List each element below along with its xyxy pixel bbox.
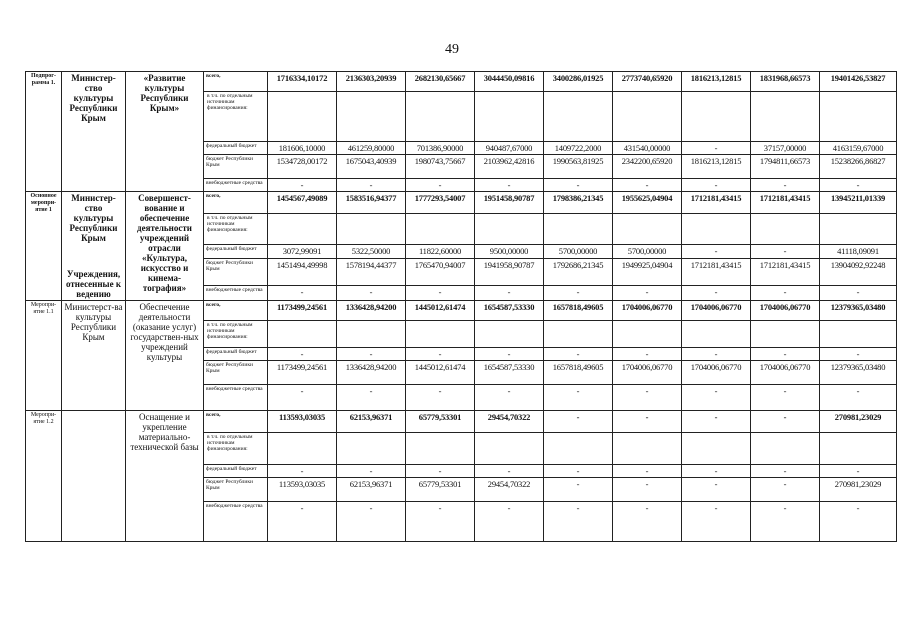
amount-cell: - — [682, 385, 751, 411]
amount-cell: - — [820, 385, 897, 411]
amount-cell: - — [820, 286, 897, 301]
amount-cell: 2136303,20939 — [337, 72, 406, 92]
amount-cell: - — [268, 502, 337, 542]
executor-cell — [62, 301, 126, 411]
amount-cell: - — [751, 179, 820, 192]
empty-cell — [406, 321, 475, 348]
amount-cell: - — [544, 502, 613, 542]
amount-cell: - — [475, 348, 544, 361]
empty-cell — [337, 92, 406, 142]
amount-cell: 181606,10000 — [268, 142, 337, 155]
amount-cell: 1794811,66573 — [751, 155, 820, 179]
amount-cell: 1173499,24561 — [268, 361, 337, 385]
amount-cell: 62153,96371 — [337, 411, 406, 433]
amount-cell: 37157,00000 — [751, 142, 820, 155]
amount-cell: 1941958,90787 — [475, 259, 544, 286]
amount-cell: - — [613, 478, 682, 502]
empty-cell — [682, 92, 751, 142]
empty-cell — [682, 433, 751, 465]
executor-cell — [62, 411, 126, 542]
amount-cell: - — [820, 179, 897, 192]
amount-cell: 1704006,06770 — [682, 301, 751, 321]
empty-cell — [820, 433, 897, 465]
amount-cell: 13945211,01339 — [820, 192, 897, 214]
funding-source-label: всего, — [204, 72, 268, 92]
amount-cell: - — [544, 465, 613, 478]
funding-source-label: внебюджетные средства — [204, 502, 268, 542]
amount-cell: 1798386,21345 — [544, 192, 613, 214]
amount-cell: 1657818,49605 — [544, 361, 613, 385]
amount-cell: - — [268, 385, 337, 411]
amount-cell: 1990563,81925 — [544, 155, 613, 179]
amount-cell: 19401426,53827 — [820, 72, 897, 92]
amount-cell: - — [682, 465, 751, 478]
amount-cell: 1534728,00172 — [268, 155, 337, 179]
empty-cell — [337, 214, 406, 244]
empty-cell — [544, 214, 613, 244]
program-name: Обеспечение деятельности (оказание услуг) государствен-ных учреждений культуры — [126, 301, 204, 411]
empty-cell — [544, 321, 613, 348]
amount-cell: 1445012,61474 — [406, 301, 475, 321]
amount-cell: 1712181,43415 — [751, 259, 820, 286]
amount-cell: - — [475, 179, 544, 192]
page-number: 49 — [445, 42, 459, 57]
funding-source-label: всего, — [204, 192, 268, 214]
amount-cell: 62153,96371 — [337, 478, 406, 502]
funding-source-label: федеральный бюджет — [204, 348, 268, 361]
section-code: Основное меропри-ятие 1 — [26, 192, 62, 301]
amount-cell: 3072,99091 — [268, 244, 337, 259]
funding-source-label: в т.ч. по отдельным источникам финансирования: — [204, 321, 268, 348]
budget-table — [25, 71, 897, 542]
amount-cell: 1792686,21345 — [544, 259, 613, 286]
amount-cell: - — [475, 286, 544, 301]
amount-cell: 1712181,43415 — [682, 192, 751, 214]
amount-cell: - — [751, 502, 820, 542]
amount-cell: 1654587,53330 — [475, 301, 544, 321]
program-name: Совершенст-вование и обеспечение деятельности учреждений отрасли «Культура, искусство и кинема-тография» — [126, 192, 204, 301]
funding-source-label: внебюджетные средства — [204, 286, 268, 301]
empty-cell — [751, 214, 820, 244]
section-row — [26, 192, 897, 214]
amount-cell: 1409722,2000 — [544, 142, 613, 155]
amount-cell: - — [544, 478, 613, 502]
amount-cell: - — [544, 348, 613, 361]
empty-cell — [406, 214, 475, 244]
empty-cell — [682, 321, 751, 348]
amount-cell: 65779,53301 — [406, 478, 475, 502]
program-name: «Развитие культуры Республики Крым» — [126, 72, 204, 192]
empty-cell — [544, 433, 613, 465]
amount-cell: - — [682, 244, 751, 259]
section-code: Меропри-ятие 1.1 — [26, 301, 62, 411]
amount-cell: 1955625,04904 — [613, 192, 682, 214]
amount-cell: - — [820, 465, 897, 478]
amount-cell: 1704006,06770 — [682, 361, 751, 385]
amount-cell: 29454,70322 — [475, 411, 544, 433]
amount-cell: 1704006,06770 — [751, 301, 820, 321]
amount-cell: - — [544, 385, 613, 411]
empty-cell — [613, 214, 682, 244]
amount-cell: 29454,70322 — [475, 478, 544, 502]
empty-cell — [337, 321, 406, 348]
amount-cell: 1831968,66573 — [751, 72, 820, 92]
amount-cell: 13904092,92248 — [820, 259, 897, 286]
amount-cell: - — [406, 286, 475, 301]
empty-cell — [544, 92, 613, 142]
amount-cell: - — [682, 411, 751, 433]
amount-cell: - — [682, 478, 751, 502]
amount-cell: - — [682, 348, 751, 361]
amount-cell: 1716334,10172 — [268, 72, 337, 92]
funding-source-label: в т.ч. по отдельным источникам финансирования: — [204, 92, 268, 142]
amount-cell: 1816213,12815 — [682, 155, 751, 179]
section-code: Подпрог-рамма 1. — [26, 72, 62, 192]
empty-cell — [268, 92, 337, 142]
amount-cell: 11822,60000 — [406, 244, 475, 259]
empty-cell — [268, 321, 337, 348]
amount-cell: 1336428,94200 — [337, 361, 406, 385]
amount-cell: - — [268, 465, 337, 478]
section-code: Меропри-ятие 1.2 — [26, 411, 62, 542]
amount-cell: 5700,00000 — [544, 244, 613, 259]
amount-cell: 5700,00000 — [613, 244, 682, 259]
empty-cell — [613, 433, 682, 465]
amount-cell: - — [613, 348, 682, 361]
funding-source-label: бюджет Республики Крым — [204, 155, 268, 179]
funding-source-label: бюджет Республики Крым — [204, 259, 268, 286]
amount-cell: - — [544, 179, 613, 192]
amount-cell: - — [613, 411, 682, 433]
amount-cell: - — [751, 465, 820, 478]
amount-cell: - — [682, 179, 751, 192]
amount-cell: 1712181,43415 — [751, 192, 820, 214]
amount-cell: - — [751, 348, 820, 361]
amount-cell: 431540,00000 — [613, 142, 682, 155]
executor-cell — [62, 72, 126, 192]
executor-extra: Учреждения, отнесенные к ведению — [65, 269, 122, 299]
empty-cell — [337, 433, 406, 465]
section-row — [26, 301, 897, 321]
amount-cell: 1578194,44377 — [337, 259, 406, 286]
empty-cell — [751, 92, 820, 142]
amount-cell: 2773740,65920 — [613, 72, 682, 92]
section-row — [26, 72, 897, 92]
empty-cell — [820, 321, 897, 348]
amount-cell: 2682130,65667 — [406, 72, 475, 92]
funding-source-label: федеральный бюджет — [204, 142, 268, 155]
amount-cell: 461259,80000 — [337, 142, 406, 155]
executor-name: Министер-ство культуры Республики Крым — [69, 193, 118, 243]
amount-cell: 270981,23029 — [820, 478, 897, 502]
amount-cell: 41118,09091 — [820, 244, 897, 259]
amount-cell: 1704006,06770 — [613, 361, 682, 385]
amount-cell: - — [406, 179, 475, 192]
amount-cell: 9500,00000 — [475, 244, 544, 259]
amount-cell: - — [751, 411, 820, 433]
amount-cell: - — [751, 478, 820, 502]
amount-cell: 1704006,06770 — [751, 361, 820, 385]
empty-cell — [613, 321, 682, 348]
amount-cell: 2342200,65920 — [613, 155, 682, 179]
amount-cell: - — [406, 465, 475, 478]
empty-cell — [613, 92, 682, 142]
amount-cell: - — [820, 348, 897, 361]
amount-cell: 1654587,53330 — [475, 361, 544, 385]
amount-cell: 1336428,94200 — [337, 301, 406, 321]
amount-cell: 1712181,43415 — [682, 259, 751, 286]
executor-name: Министер-ство культуры Республики Крым — [69, 73, 118, 123]
amount-cell: 701386,90000 — [406, 142, 475, 155]
amount-cell: - — [406, 502, 475, 542]
amount-cell: - — [475, 385, 544, 411]
amount-cell: - — [406, 385, 475, 411]
amount-cell: 65779,53301 — [406, 411, 475, 433]
section-row — [26, 411, 897, 433]
amount-cell: - — [682, 142, 751, 155]
amount-cell: 5322,50000 — [337, 244, 406, 259]
amount-cell: 1583516,94377 — [337, 192, 406, 214]
amount-cell: - — [613, 465, 682, 478]
amount-cell: 1451494,49998 — [268, 259, 337, 286]
empty-cell — [268, 433, 337, 465]
amount-cell: 1951458,90787 — [475, 192, 544, 214]
amount-cell: - — [337, 179, 406, 192]
amount-cell: 2103962,42816 — [475, 155, 544, 179]
amount-cell: 1949925,04904 — [613, 259, 682, 286]
funding-source-label: бюджет Республики Крым — [204, 361, 268, 385]
amount-cell: - — [751, 286, 820, 301]
funding-source-label: внебюджетные средства — [204, 385, 268, 411]
amount-cell: 1704006,06770 — [613, 301, 682, 321]
funding-source-label: бюджет Республики Крым — [204, 478, 268, 502]
amount-cell: - — [751, 244, 820, 259]
amount-cell: 1445012,61474 — [406, 361, 475, 385]
empty-cell — [406, 92, 475, 142]
amount-cell: 113593,03035 — [268, 411, 337, 433]
amount-cell: 1675043,40939 — [337, 155, 406, 179]
funding-source-label: всего, — [204, 411, 268, 433]
program-name: Оснащение и укрепление материально-технической базы — [126, 411, 204, 542]
empty-cell — [820, 92, 897, 142]
empty-cell — [475, 214, 544, 244]
amount-cell: 1173499,24561 — [268, 301, 337, 321]
amount-cell: 15238266,86827 — [820, 155, 897, 179]
empty-cell — [475, 92, 544, 142]
amount-cell: 1777293,54007 — [406, 192, 475, 214]
amount-cell: - — [682, 286, 751, 301]
empty-cell — [820, 214, 897, 244]
amount-cell: 270981,23029 — [820, 411, 897, 433]
funding-source-label: в т.ч. по отдельным источникам финансирования: — [204, 433, 268, 465]
amount-cell: - — [751, 385, 820, 411]
funding-source-label: всего, — [204, 301, 268, 321]
funding-source-label: в т.ч. по отдельным источникам финансирования: — [204, 214, 268, 244]
amount-cell: - — [613, 502, 682, 542]
amount-cell: 1765470,94007 — [406, 259, 475, 286]
funding-source-label: федеральный бюджет — [204, 244, 268, 259]
amount-cell: - — [475, 465, 544, 478]
amount-cell: - — [613, 385, 682, 411]
amount-cell: - — [337, 286, 406, 301]
amount-cell: - — [613, 179, 682, 192]
amount-cell: 1657818,49605 — [544, 301, 613, 321]
amount-cell: 4163159,67000 — [820, 142, 897, 155]
amount-cell: - — [613, 286, 682, 301]
amount-cell: - — [682, 502, 751, 542]
amount-cell: 12379365,03480 — [820, 301, 897, 321]
amount-cell: 3400286,01925 — [544, 72, 613, 92]
amount-cell: - — [268, 348, 337, 361]
empty-cell — [751, 321, 820, 348]
executor-name: Министерст-ва культуры Республики Крым — [64, 302, 123, 342]
amount-cell: 3044450,09816 — [475, 72, 544, 92]
executor-cell — [62, 192, 126, 301]
amount-cell: - — [268, 286, 337, 301]
amount-cell: 113593,03035 — [268, 478, 337, 502]
amount-cell: 940487,67000 — [475, 142, 544, 155]
amount-cell: - — [544, 286, 613, 301]
empty-cell — [475, 433, 544, 465]
funding-source-label: федеральный бюджет — [204, 465, 268, 478]
amount-cell: - — [337, 502, 406, 542]
amount-cell: 1816213,12815 — [682, 72, 751, 92]
amount-cell: 1980743,75667 — [406, 155, 475, 179]
empty-cell — [475, 321, 544, 348]
empty-cell — [268, 214, 337, 244]
amount-cell: 12379365,03480 — [820, 361, 897, 385]
amount-cell: - — [268, 179, 337, 192]
amount-cell: 1454567,49089 — [268, 192, 337, 214]
funding-source-label: внебюджетные средства — [204, 179, 268, 192]
empty-cell — [406, 433, 475, 465]
amount-cell: - — [337, 348, 406, 361]
empty-cell — [682, 214, 751, 244]
empty-cell — [751, 433, 820, 465]
amount-cell: - — [544, 411, 613, 433]
amount-cell: - — [475, 502, 544, 542]
amount-cell: - — [406, 348, 475, 361]
amount-cell: - — [820, 502, 897, 542]
amount-cell: - — [337, 385, 406, 411]
amount-cell: - — [337, 465, 406, 478]
